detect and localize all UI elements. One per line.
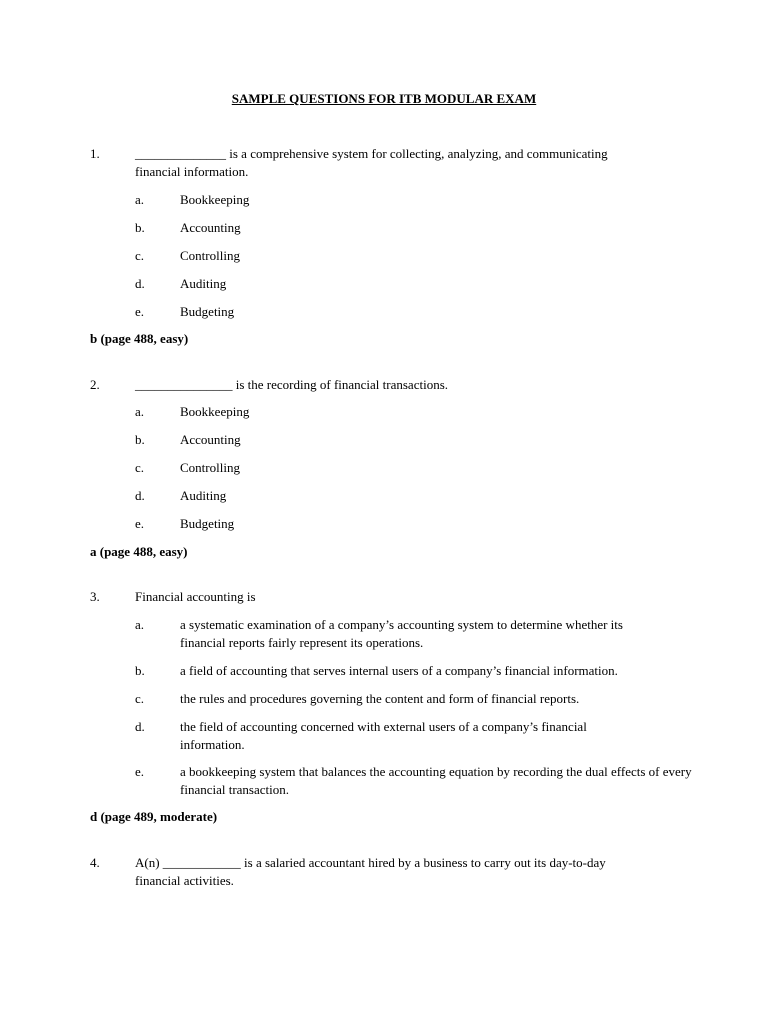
option-text: Bookkeeping [180, 192, 250, 207]
option-text: a bookkeeping system that balances the accounting equation by recording the dual effects of every financial transaction. [180, 764, 692, 797]
option-text: Budgeting [180, 304, 235, 319]
option-text: Controlling [180, 248, 240, 263]
answer-key: a (page 488, easy) [90, 544, 188, 559]
option-letter: b. [135, 432, 145, 447]
option-letter: e. [135, 764, 145, 779]
option-text: a field of accounting that serves internal users of a company’s financial information. [180, 663, 618, 678]
option-letter: d. [135, 488, 145, 503]
question-number: 1. [90, 146, 100, 161]
question-number: 2. [90, 377, 100, 392]
option-letter: c. [135, 691, 145, 706]
question-number: 3. [90, 589, 100, 604]
option-letter: d. [135, 276, 145, 291]
option-text: Bookkeeping [180, 404, 250, 419]
option-text: the field of accounting concerned with external users of a company’s financial information. [180, 719, 587, 752]
question-text: ______________ is a comprehensive system for collecting, analyzing, and communicating financial information. [135, 146, 608, 179]
question-text: A(n) ____________ is a salaried accountant hired by a business to carry out its day-to-day financial activities. [135, 855, 606, 888]
answer-key: d (page 489, moderate) [90, 809, 218, 824]
option-text: a systematic examination of a company’s accounting system to determine whether its financial reports fairly represent its operations. [180, 617, 623, 650]
option-text: Accounting [180, 432, 241, 447]
option-text: Auditing [180, 488, 227, 503]
option-letter: a. [135, 617, 145, 632]
option-text: Budgeting [180, 516, 235, 531]
option-letter: e. [135, 516, 145, 531]
answer-key: b (page 488, easy) [90, 331, 189, 346]
option-letter: c. [135, 248, 145, 263]
option-letter: b. [135, 663, 145, 678]
option-letter: c. [135, 460, 145, 475]
option-text: Controlling [180, 460, 240, 475]
option-text: Accounting [180, 220, 241, 235]
option-text: the rules and procedures governing the content and form of financial reports. [180, 691, 580, 706]
option-letter: b. [135, 220, 145, 235]
page-title: SAMPLE QUESTIONS FOR ITB MODULAR EXAM [231, 91, 537, 106]
option-letter: a. [135, 192, 145, 207]
option-letter: a. [135, 404, 145, 419]
question-number: 4. [90, 855, 100, 870]
option-letter: d. [135, 719, 145, 734]
option-text: Auditing [180, 276, 227, 291]
question-text: Financial accounting is [135, 589, 256, 604]
option-letter: e. [135, 304, 145, 319]
question-text: _______________ is the recording of financial transactions. [135, 377, 449, 392]
